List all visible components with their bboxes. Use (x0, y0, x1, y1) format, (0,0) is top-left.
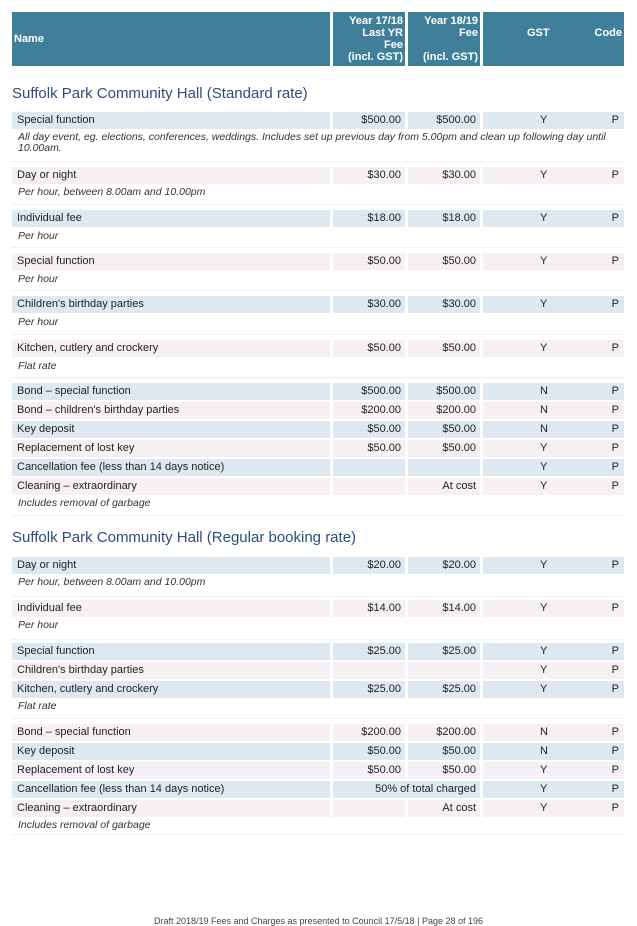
gst-code-cell (483, 112, 624, 129)
gst-value: Y (540, 461, 548, 473)
code-value: P (611, 298, 619, 310)
gst-value: Y (540, 664, 548, 676)
gst-code-cell (483, 167, 624, 184)
item-name: Key deposit (12, 743, 330, 760)
fee-year-17-18: $30.00 (333, 167, 405, 184)
table-row (12, 167, 624, 184)
fee-year-18-19: $50.00 (408, 340, 480, 357)
fee-year-17-18 (333, 478, 405, 495)
item-name: Cleaning – extraordinary (12, 800, 330, 817)
table-row (12, 383, 624, 400)
code-value: P (611, 683, 619, 695)
item-name: Replacement of lost key (12, 762, 330, 779)
code-value: P (611, 404, 619, 416)
item-description: Per hour (18, 619, 59, 631)
table-row (12, 557, 624, 574)
fee-year-18-19 (408, 459, 480, 476)
table-row (12, 421, 624, 438)
table-row (12, 762, 624, 779)
fee-year-17-18: $14.00 (333, 600, 405, 617)
fee-year-17-18: $50.00 (333, 253, 405, 270)
gst-code-cell (483, 459, 624, 476)
fee-year-18-19: $200.00 (408, 402, 480, 419)
gst-value: Y (540, 169, 548, 181)
item-description: Flat rate (18, 700, 57, 712)
header-gst-code: GST Code (483, 12, 624, 66)
item-name: Special function (12, 643, 330, 660)
code-value: P (611, 442, 619, 454)
table-row (12, 743, 624, 760)
fee-year-18-19: $30.00 (408, 296, 480, 313)
row-divider (12, 204, 624, 205)
gst-code-cell (483, 253, 624, 270)
fee-year-17-18 (333, 459, 405, 476)
item-name: Cancellation fee (less than 14 days notice) (12, 781, 330, 798)
fee-year-18-19: $50.00 (408, 421, 480, 438)
fee-year-18-19: At cost (408, 478, 480, 495)
item-description: Per hour, between 8.00am and 10.00pm (18, 186, 206, 198)
item-description: All day event, eg. elections, conferences, weddings. Includes set up previous day from 5.00pm and clean up following day until 10.00am. (18, 131, 606, 154)
fee-year-17-18: $200.00 (333, 402, 405, 419)
gst-value: N (540, 726, 548, 738)
table-header (12, 12, 624, 66)
item-name: Individual fee (12, 600, 330, 617)
gst-value: Y (540, 559, 548, 571)
table-row (12, 112, 624, 129)
table-row (12, 643, 624, 660)
item-name: Kitchen, cutlery and crockery (12, 681, 330, 698)
row-divider (12, 334, 624, 335)
gst-code-cell (483, 557, 624, 574)
gst-code-cell (483, 762, 624, 779)
table-row (12, 340, 624, 357)
table-row (12, 440, 624, 457)
code-value: P (611, 559, 619, 571)
gst-value: Y (540, 683, 548, 695)
code-value: P (611, 726, 619, 738)
code-value: P (611, 342, 619, 354)
fee-year-17-18 (333, 662, 405, 679)
fee-year-18-19: $500.00 (408, 383, 480, 400)
item-name: Bond – special function (12, 383, 330, 400)
table-row (12, 662, 624, 679)
item-description: Flat rate (18, 360, 57, 372)
fee-year-18-19: $20.00 (408, 557, 480, 574)
item-description: Includes removal of garbage (18, 497, 151, 509)
gst-value: Y (540, 442, 548, 454)
item-name: Day or night (12, 167, 330, 184)
table-row (12, 459, 624, 476)
fee-span-value: 50% of total charged (333, 781, 480, 798)
gst-code-cell (483, 340, 624, 357)
table-row (12, 724, 624, 741)
code-value: P (611, 423, 619, 435)
code-value: P (611, 114, 619, 126)
fee-year-17-18: $30.00 (333, 296, 405, 313)
table-row (12, 478, 624, 495)
fee-year-17-18: $50.00 (333, 340, 405, 357)
gst-value: Y (540, 255, 548, 267)
item-description: Per hour (18, 273, 59, 285)
code-value: P (611, 212, 619, 224)
fee-year-17-18 (333, 800, 405, 817)
table-row (12, 600, 624, 617)
fee-year-17-18: $50.00 (333, 421, 405, 438)
code-value: P (611, 385, 619, 397)
row-divider (12, 247, 624, 248)
fee-year-18-19: $500.00 (408, 112, 480, 129)
table-row (12, 210, 624, 227)
gst-code-cell (483, 421, 624, 438)
item-name: Children's birthday parties (12, 662, 330, 679)
gst-value: Y (540, 602, 548, 614)
gst-code-cell (483, 383, 624, 400)
gst-value: Y (540, 480, 548, 492)
fee-year-18-19: $50.00 (408, 253, 480, 270)
fee-year-18-19: $18.00 (408, 210, 480, 227)
row-divider (12, 377, 624, 378)
gst-value: Y (540, 114, 548, 126)
gst-value: Y (540, 783, 548, 795)
gst-value: N (540, 423, 548, 435)
gst-code-cell (483, 402, 624, 419)
fee-year-17-18: $18.00 (333, 210, 405, 227)
gst-code-cell (483, 743, 624, 760)
item-name: Special function (12, 253, 330, 270)
code-value: P (611, 764, 619, 776)
fee-year-18-19: At cost (408, 800, 480, 817)
gst-code-cell (483, 724, 624, 741)
item-name: Individual fee (12, 210, 330, 227)
item-name: Day or night (12, 557, 330, 574)
row-divider (12, 515, 624, 516)
gst-value: Y (540, 342, 548, 354)
fee-year-18-19 (408, 662, 480, 679)
row-divider (12, 161, 624, 162)
code-value: P (611, 664, 619, 676)
fee-year-17-18: $25.00 (333, 643, 405, 660)
code-value: P (611, 783, 619, 795)
fee-year-17-18: $500.00 (333, 112, 405, 129)
section-title: Suffolk Park Community Hall (Standard rate) (12, 85, 308, 102)
gst-code-cell (483, 643, 624, 660)
code-value: P (611, 745, 619, 757)
table-row (12, 800, 624, 817)
row-divider (12, 639, 624, 640)
code-value: P (611, 169, 619, 181)
item-name: Bond – children's birthday parties (12, 402, 330, 419)
row-divider (12, 596, 624, 597)
gst-value: Y (540, 212, 548, 224)
gst-value: N (540, 404, 548, 416)
fee-year-17-18: $25.00 (333, 681, 405, 698)
code-value: P (611, 602, 619, 614)
row-divider (12, 834, 624, 835)
item-name: Replacement of lost key (12, 440, 330, 457)
fee-year-18-19: $14.00 (408, 600, 480, 617)
item-description: Includes removal of garbage (18, 819, 151, 831)
gst-value: Y (540, 802, 548, 814)
header-year-17-18: Year 17/18 Last YR Fee (incl. GST) (333, 12, 405, 66)
fee-year-18-19: $30.00 (408, 167, 480, 184)
fee-year-18-19: $200.00 (408, 724, 480, 741)
page-footer: Draft 2018/19 Fees and Charges as presented to Council 17/5/18 | Page 28 of 196 (153, 916, 484, 926)
table-row (12, 681, 624, 698)
fee-year-17-18: $50.00 (333, 440, 405, 457)
table-row (12, 253, 624, 270)
gst-code-cell (483, 478, 624, 495)
item-name: Cleaning – extraordinary (12, 478, 330, 495)
fee-year-18-19: $25.00 (408, 643, 480, 660)
gst-code-cell (483, 600, 624, 617)
gst-value: Y (540, 645, 548, 657)
table-row (12, 781, 624, 798)
fee-year-17-18: $500.00 (333, 383, 405, 400)
table-row (12, 402, 624, 419)
fee-year-18-19: $50.00 (408, 440, 480, 457)
gst-code-cell (483, 210, 624, 227)
header-name: Name (12, 12, 330, 66)
item-description: Per hour, between 8.00am and 10.00pm (18, 576, 206, 588)
gst-value: N (540, 385, 548, 397)
item-description: Per hour (18, 316, 59, 328)
fee-year-17-18: $50.00 (333, 762, 405, 779)
code-value: P (611, 802, 619, 814)
section-title: Suffolk Park Community Hall (Regular booking rate) (12, 529, 357, 546)
item-name: Key deposit (12, 421, 330, 438)
code-value: P (611, 255, 619, 267)
gst-value: Y (540, 764, 548, 776)
gst-code-cell (483, 296, 624, 313)
fee-year-17-18: $200.00 (333, 724, 405, 741)
item-name: Bond – special function (12, 724, 330, 741)
gst-code-cell (483, 662, 624, 679)
gst-value: Y (540, 298, 548, 310)
code-value: P (611, 645, 619, 657)
gst-code-cell (483, 781, 624, 798)
item-name: Special function (12, 112, 330, 129)
fee-year-18-19: $50.00 (408, 762, 480, 779)
fee-year-18-19: $25.00 (408, 681, 480, 698)
code-value: P (611, 480, 619, 492)
row-divider (12, 718, 624, 719)
gst-code-cell (483, 800, 624, 817)
item-name: Cancellation fee (less than 14 days notice) (12, 459, 330, 476)
gst-value: N (540, 745, 548, 757)
item-description: Per hour (18, 230, 59, 242)
item-name: Children's birthday parties (12, 296, 330, 313)
row-divider (12, 290, 624, 291)
gst-code-cell (483, 440, 624, 457)
fee-year-17-18: $20.00 (333, 557, 405, 574)
gst-code-cell (483, 681, 624, 698)
header-year-18-19: Year 18/19 Fee (incl. GST) (408, 12, 480, 66)
fee-year-17-18: $50.00 (333, 743, 405, 760)
fee-year-18-19: $50.00 (408, 743, 480, 760)
table-row (12, 296, 624, 313)
item-name: Kitchen, cutlery and crockery (12, 340, 330, 357)
code-value: P (611, 461, 619, 473)
